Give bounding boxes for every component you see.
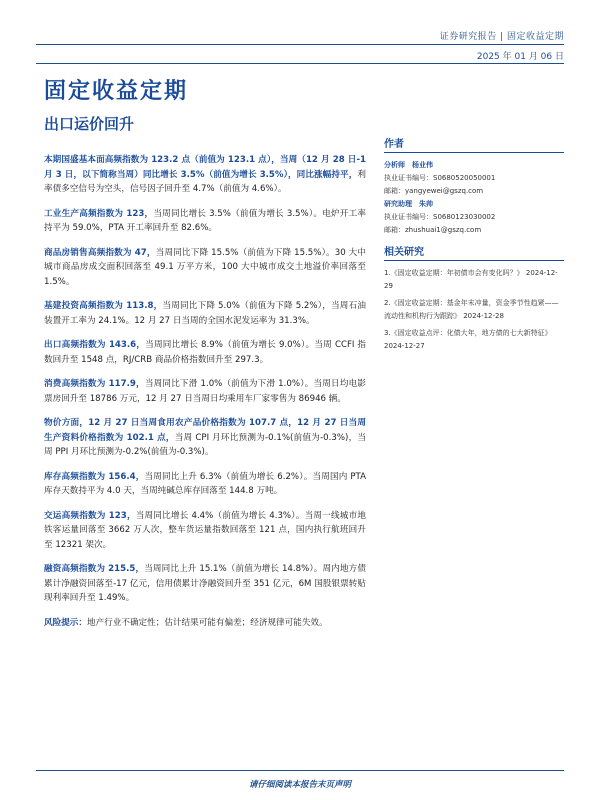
assistant-email[interactable]: 邮箱：zhushuai1@gszq.com: [384, 226, 482, 234]
paragraph-lead: 商品房销售高频指数为 47，: [44, 247, 156, 258]
report-category: 证券研究报告 | 固定收益定期: [439, 32, 564, 42]
paragraph-overview: [44, 153, 366, 197]
paragraph-text: 当周同比上升 15.1%（前值为增长 14.8%）。周内地方债累计净融资回落至-17 亿元，信用债累计净融资回升至 351 亿元，6M 国股银票转贴现利率回升至 1.49%。: [44, 564, 366, 603]
page-title: 固定收益定期: [44, 79, 189, 104]
related-heading: 相关研究: [384, 243, 564, 261]
paragraph-lead: 本期国盛基本面高频指数为 123.2 点（前值为 123.1 点），当周（12 月 28 日-1 月 3 日，以下简称当周）同比增长 3.5%（前值为增长 3.5%），同比涨幅持平，: [44, 155, 366, 180]
footer-divider: [36, 770, 564, 771]
paragraph-text: 地产行业不确定性；估计结果可能有偏差；经济规律可能失效。: [86, 617, 328, 628]
paragraph-text: 当周同比下降 5.0%（前值为下降 5.2%），当周石油装置开工率为 24.1%。12 月 27 日当周的全国水泥发运率为 31.3%。: [44, 301, 366, 326]
report-date: 2025 年 01 月 06 日: [476, 52, 564, 62]
paragraph-text: 当周同比下降 15.5%（前值为下降 15.5%）。30 大中城市商品房成交面积回落至 49.1 万平方米，100 大中城市成交土地溢价率回落至 1.5%。: [44, 247, 366, 287]
assistant-line: [384, 198, 564, 211]
paragraph-infrastructure: [44, 299, 366, 328]
assistant-cert: 执业证书编号：S0680123030002: [384, 213, 496, 221]
paragraph-consumption: [44, 377, 366, 406]
paragraph-industrial: [44, 207, 366, 236]
paragraph-lead: 风险提示：: [44, 617, 87, 628]
related-report-1[interactable]: 1.《固定收益定期：年初债市会有变化吗？》 2024-12-29: [384, 269, 558, 290]
paragraph-lead: 出口高频指数为 143.6，: [44, 340, 146, 350]
paragraph-risk: [44, 616, 366, 631]
paragraph-transport: [44, 509, 366, 553]
sidebar: [384, 135, 564, 357]
paragraph-lead: 物价方面，12 月 27 日当周食用农产品价格指数为 107.7 点，12 月 27 日当周生产资料价格指数为 102.1 点，: [44, 418, 366, 443]
related-report-2[interactable]: 2.《固定收益定期：基金年末冲量，资金季节性趋紧——流动性和机构行为跟踪》 2024-12-28: [384, 299, 559, 320]
paragraph-text: 当周同比下滑 1.0%（前值为下滑 1.0%）。当周日均电影票房回升至 18786 万元，12 月 27 日当周日均乘用车厂家零售为 86946 辆。: [44, 379, 366, 404]
header-divider-lower: [36, 63, 564, 64]
paragraph-text: 当周同比上升 6.3%（前值为增长 6.2%）。当周国内 PTA 库存天数持平为 4.0 天，当周纯碱总库存回落至 144.8 万吨。: [44, 471, 366, 496]
analyst-line: [384, 159, 564, 172]
paragraph-financing: [44, 562, 366, 606]
analyst-role: 分析师: [384, 161, 405, 169]
assistant-name: 朱帅: [419, 200, 433, 208]
paragraph-housing: [44, 246, 366, 290]
paragraph-lead: 工业生产高频指数为 123，: [44, 208, 154, 219]
paragraph-text: 当周同比增长 4.4%（前值为增长 4.3%）。当周一线城市地铁客运量回落至 3662 万人次，整车货运量指数回落至 121 点，国内执行航班回升至 12321 架次。: [44, 510, 366, 550]
paragraph-lead: 交运高频指数为 123，: [44, 510, 136, 521]
page-subtitle: 出口运价回升: [44, 115, 135, 133]
paragraph-lead: 消费高频指数为 117.9，: [44, 379, 145, 389]
paragraph-text: 当周 CPI 月环比预测为-0.1%(前值为-0.3%)，当周 PPI 月环比预测为-0.2%(前值为-0.3%)。: [44, 432, 366, 457]
paragraph-lead: 融资高频指数为 215.5，: [44, 564, 145, 574]
paragraph-lead: 基建投资高频指数为 113.8，: [44, 301, 163, 311]
authors-heading: 作者: [384, 135, 564, 153]
paragraph-text: 当周同比增长 3.5%（前值为增长 3.5%）。电炉开工率持平为 59.0%，PTA 开工率回升至 82.6%。: [44, 208, 366, 233]
paragraph-text: 利率债多空信号为空头，信号因子回升至 4.7%（前值为 4.6%）。: [44, 169, 366, 194]
paragraph-export: [44, 338, 366, 367]
paragraph-text: 当周同比增长 8.9%（前值为增长 9.0%）。当周 CCFI 指数回升至 1548 点，RJ/CRB 商品价格指数回升至 297.3。: [44, 340, 366, 365]
analyst-email[interactable]: 邮箱：yangyewei@gszq.com: [384, 187, 484, 195]
header-divider: [36, 44, 564, 45]
paragraph-prices: [44, 416, 366, 460]
related-report-3[interactable]: 3.《固定收益点评：化债大年，地方债的七大新特征》 2024-12-27: [384, 329, 552, 350]
analyst-cert: 执业证书编号：S0680520050001: [384, 174, 496, 182]
analyst-name: 杨业伟: [412, 161, 433, 169]
summary-body: [44, 153, 366, 640]
paragraph-inventory: [44, 470, 366, 499]
assistant-role: 研究助理: [384, 200, 412, 208]
paragraph-lead: 库存高频指数为 156.4，: [44, 471, 145, 482]
footer-disclaimer: 请仔细阅读本报告末页声明: [248, 780, 351, 790]
